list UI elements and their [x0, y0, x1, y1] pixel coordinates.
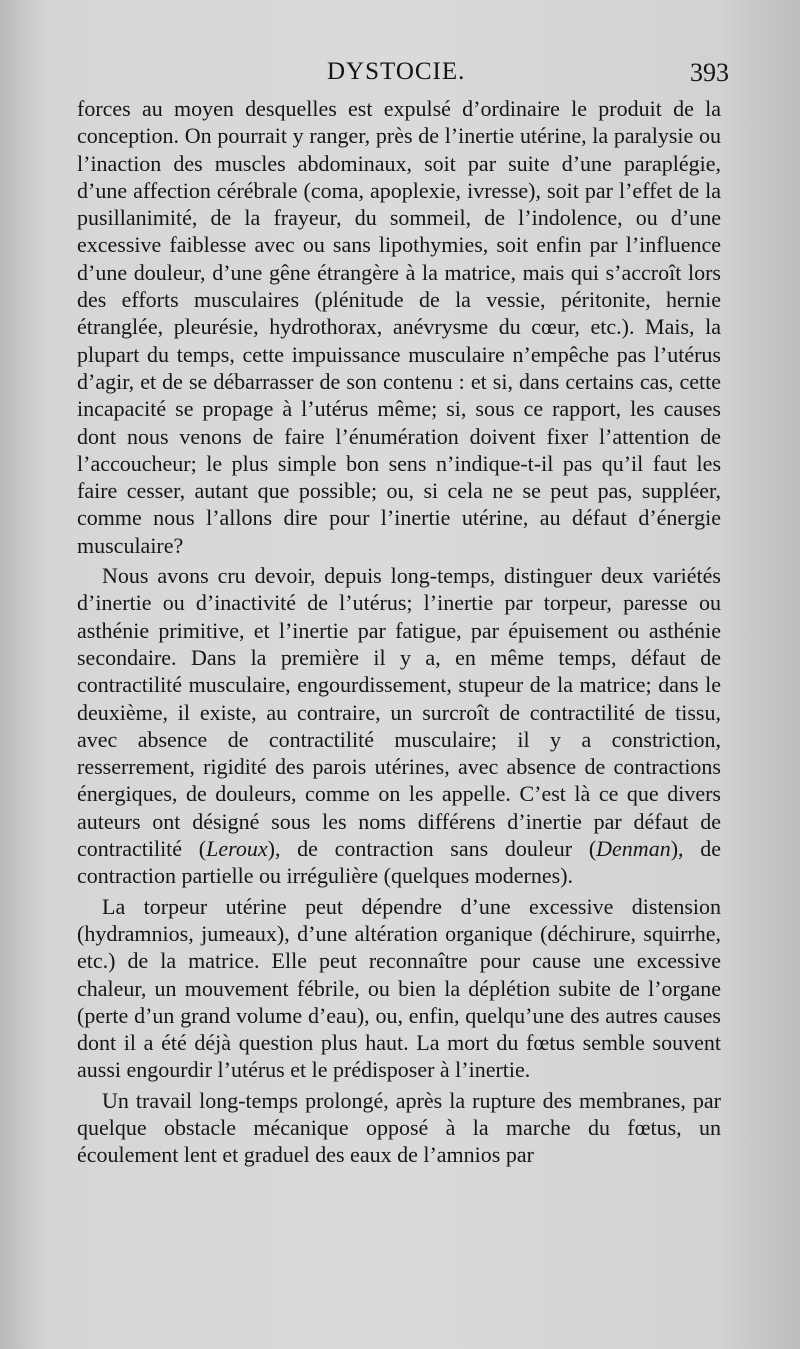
paragraph-2-text-before: Nous avons cru devoir, depuis long-temps, distinguer deux variétés d’inertie ou d’inactivité de l’utérus; l’inertie par torpeur, paresse ou asthénie primitive, et l’inertie par fatigue, par épuisement ou asthénie secondaire. Dans la première il y a, en même temps, défaut de contractilité musculaire, engourdissement, stupeur de la matrice; dans le deuxième, il existe, au contraire, un surcroît de contractilité de tissu, avec absence de contractilité musculaire; il y a constriction, resserrement, rigidité des parois utérines, avec absence de contractions énergiques, de douleurs, comme on les appelle. C’est là ce que divers auteurs ont désigné sous les noms différens d’inertie par défaut de contractilité ( [77, 563, 721, 862]
paragraph-2 [77, 562, 721, 890]
paragraph-4: Un travail long-temps prolongé, après la rupture des membranes, par quelque obstacle mécanique opposé à la marche du fœtus, un écoulement lent et graduel des eaux de l’amnios par [77, 1087, 721, 1168]
paragraph-2-text-middle: ), de contraction sans douleur ( [267, 836, 597, 862]
paragraph-2-text-after: ), de contraction partielle ou irrégulière (quelques modernes). [77, 836, 722, 889]
paragraph-1: forces au moyen desquelles est expulsé d’ordinaire le produit de la conception. On pourrait y ranger, près de l’inertie utérine, la paralysie ou l’inaction des muscles abdominaux, soit par suite d’une paraplégie, d’une affection cérébrale (coma, apoplexie, ivresse), soit par l’effet de la pusillanimité, de la frayeur, du sommeil, de l’indolence, ou d’une excessive faiblesse avec ou sans lipothymies, soit enfin par l’influence d’une douleur, d’une gêne étrangère à la matrice, mais qui s’accroît lors des efforts musculaires (plénitude de la vessie, péritonite, hernie étranglée, pleurésie, hydrothorax, anévrysme du cœur, etc.). Mais, la plupart du temps, cette impuissance musculaire n’empêche pas l’utérus d’agir, et de se débarrasser de son contenu : et si, dans certains cas, cette incapacité se propage à l’utérus même; si, sous ce rapport, les causes dont nous venons de faire l’énumération doivent fixer l’attention de l’accoucheur; le plus simple bon sens n’indique-t-il pas qu’il faut les faire cesser, autant que possible; ou, si cela ne se peut pas, suppléer, comme nous l’allons dire pour l’inertie utérine, au défaut d’énergie musculaire? [77, 96, 721, 558]
running-title: DYSTOCIE. [327, 58, 466, 85]
body-text [77, 95, 721, 1169]
running-head [0, 58, 800, 94]
paragraph-3: La torpeur utérine peut dépendre d’une excessive distension (hydramnios, jumeaux), d’une altération organique (déchirure, squirrhe, etc.) de la matrice. Elle peut reconnaître pour cause une excessive chaleur, un mouvement fébrile, ou bien la déplétion subite de l’organe (perte d’un grand volume d’eau), ou, enfin, quelqu’une des autres causes dont il a été déjà question plus haut. La mort du fœtus semble souvent aussi engourdir l’utérus et le prédisposer à l’inertie. [77, 893, 721, 1083]
author-denman: Denman [596, 836, 671, 862]
page-number: 393 [690, 58, 729, 87]
author-leroux: Leroux [206, 836, 268, 862]
